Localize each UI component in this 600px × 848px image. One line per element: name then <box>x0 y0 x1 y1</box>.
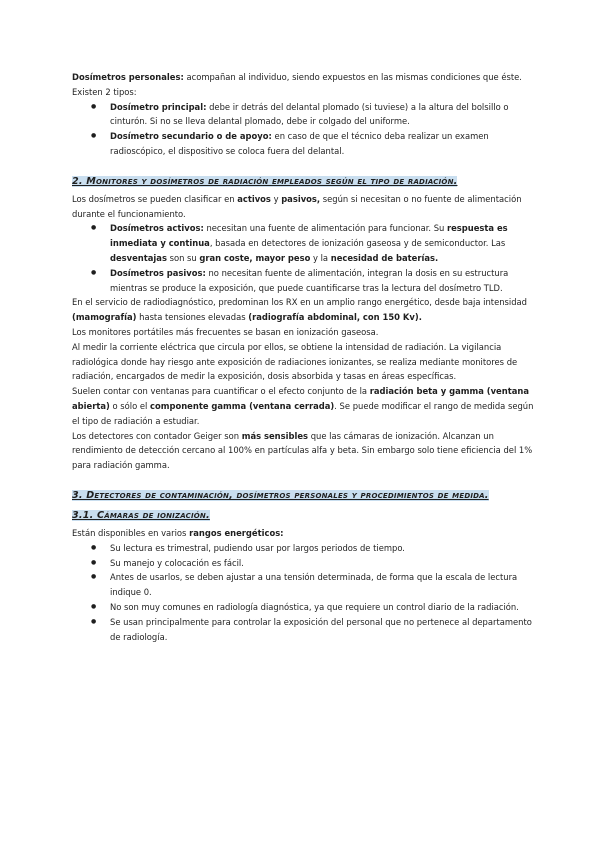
dosimeter-types-list <box>72 221 534 295</box>
classification-paragraph: Los dosímetros se pueden clasificar en activos y pasivos, según si necesitan o no fuente de alimentación durante el funcionamiento. <box>72 193 522 219</box>
personal-dosimeters-intro: Dosímetros personales: acompañan al individuo, siendo expuestos en las mismas condiciones que éste. Existen 2 tipos: <box>72 72 522 97</box>
list-item: ● Dosímetro principal: debe ir detrás del delantal plomado (si tuviese) a la altura del bolsillo o cinturón. Si no se lleva delantal plomado, debe ir colgado del uniforme. <box>110 100 534 130</box>
list-item: ● Dosímetros pasivos: no necesitan fuente de alimentación, integran la dosis en su estructura mientras se produce la exposición, que puede cuantificarse tras la lectura del dosímetro TLD. <box>110 266 534 296</box>
portable-monitors-paragraph: Los monitores portátiles más frecuentes se basan en ionización gaseosa. <box>72 326 379 337</box>
ionization-chambers-list <box>72 541 534 645</box>
section-3-1-heading: 3.1. Cámaras de ionización. <box>72 509 210 521</box>
list-item: ● Dosímetro secundario o de apoyo: en caso de que el técnico deba realizar un examen radioscópico, el dispositivo se coloca fuera del delantal. <box>110 129 534 159</box>
list-item: ● Su manejo y colocación es fácil. <box>110 556 534 571</box>
list-item: ● Se usan principalmente para controlar la exposición del personal que no pertenece al departamento de radiología. <box>110 615 534 645</box>
list-item: ● No son muy comunes en radiología diagnóstica, ya que requiere un control diario de la radiación. <box>110 600 534 615</box>
windows-paragraph: Suelen contar con ventanas para cuantificar o el efecto conjunto de la radiación beta y gamma (ventana abierta) o sólo el componente gamma (ventana cerrada). Se puede modificar el rango de medida según el tipo de radiación a estudiar. <box>72 386 534 426</box>
personal-dosimeters-list <box>72 100 534 159</box>
ionization-chambers-intro: Están disponibles en varios rangos energéticos: <box>72 527 284 538</box>
current-measure-paragraph: Al medir la corriente eléctrica que circula por ellos, se obtiene la intensidad de radiación. La vigilancia radiológica donde hay riesgo ante exposición de radiaciones ionizantes, se realiza mediante monitores de radiación, encargados de medir la exposición, dosis absorbida y tasas en áreas específicas. <box>72 341 518 382</box>
list-item: ● Su lectura es trimestral, pudiendo usar por largos periodos de tiempo. <box>110 541 534 556</box>
section-3-heading: 3. Detectores de contaminación, dosímetros personales y procedimientos de medida. <box>72 489 489 501</box>
geiger-paragraph: Los detectores con contador Geiger son más sensibles que las cámaras de ionización. Alcanzan un rendimiento de detección cercano al 100% en partículas alfa y beta. Sin embargo solo tiene eficiencia del 1% para radiación gamma. <box>72 430 533 471</box>
list-item: ● Antes de usarlos, se deben ajustar a una tensión determinada, de forma que la escala de lectura indique 0. <box>110 570 534 600</box>
section-2-heading: 2. Monitores y dosímetros de radiación empleados según el tipo de radiación. <box>72 175 458 187</box>
radiodiagnostic-paragraph: En el servicio de radiodiagnóstico, predominan los RX en un amplio rango energético, desde baja intensidad (mamografía) hasta tensiones elevadas (radiografía abdominal, con 150 Kv). <box>72 297 527 323</box>
list-item: ● Dosímetros activos: necesitan una fuente de alimentación para funcionar. Su respuesta es inmediata y continua, basada en detectores de ionización gaseosa y de semiconductor. Las desventajas son su gran coste, mayor peso y la necesidad de baterías. <box>110 221 534 265</box>
